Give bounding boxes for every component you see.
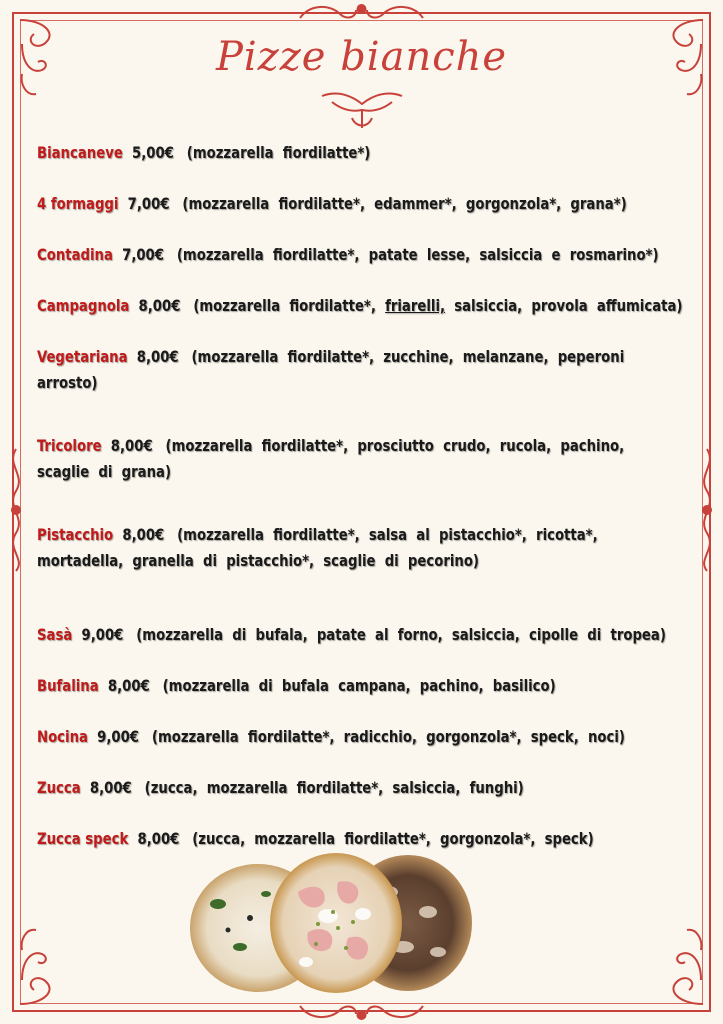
menu-item (37, 140, 685, 166)
menu-item (37, 433, 685, 485)
pizza-name: Vegetariana (37, 347, 128, 366)
page-title: Pizze bianche (215, 34, 508, 80)
menu-item (37, 775, 685, 801)
pizza-price: 8,00€ (138, 296, 181, 315)
corner-ornament-bottom-left-icon (14, 920, 74, 1010)
pizza-ingredients: (zucca, mozzarella fiordilatte*, gorgonzola*, speck) (192, 829, 594, 848)
pizza-name: Campagnola (37, 296, 130, 315)
pizza-price: 8,00€ (137, 829, 180, 848)
ingredients-part: (mozzarella fiordilatte*, (193, 296, 386, 315)
pizza-name: Contadina (37, 245, 113, 264)
pizza-ingredients: (mozzarella fiordilatte*, radicchio, gorgonzola*, speck, noci) (151, 727, 625, 746)
pizza-name: Tricolore (37, 436, 102, 455)
pizza-photo (188, 852, 478, 994)
pizza-ingredients: (mozzarella fiordilatte*, patate lesse, salsiccia e rosmarino*) (176, 245, 659, 264)
pizza-price: 9,00€ (97, 727, 140, 746)
pizza-ingredients: (mozzarella fiordilatte*, prosciutto crudo, rucola, pachino, scaglie di grana) (37, 436, 625, 481)
menu-item (37, 344, 685, 396)
pizza-price: 8,00€ (122, 525, 165, 544)
pizza-price: 7,00€ (127, 194, 170, 213)
menu-item (37, 522, 685, 574)
bottom-ornament-icon (290, 994, 433, 1024)
pizza-name: Sasà (37, 625, 73, 644)
pizza-ingredients: (mozzarella fiordilatte*) (186, 143, 371, 162)
pizza-price: 5,00€ (132, 143, 174, 162)
pizza-ingredients: (mozzarella di bufala campana, pachino, basilico) (162, 676, 556, 695)
menu-item (37, 622, 685, 648)
menu-item (37, 191, 685, 217)
pizza-price: 8,00€ (110, 436, 153, 455)
side-ornament-left-icon (2, 445, 28, 575)
menu-item (37, 242, 685, 268)
pizza-name: Biancaneve (37, 143, 123, 162)
ingredient-underlined: friarelli, (385, 296, 446, 315)
side-ornament-right-icon (695, 445, 721, 575)
pizza-price: 9,00€ (81, 625, 124, 644)
pizza-name: Nocina (37, 727, 88, 746)
pizza-ingredients: (mozzarella di bufala, patate al forno, salsiccia, cipolle di tropea) (136, 625, 666, 644)
pizza-name: Pistacchio (37, 525, 114, 544)
pizza-name: Zucca (37, 778, 81, 797)
menu-item (37, 293, 685, 319)
corner-ornament-bottom-right-icon (649, 920, 709, 1010)
menu-item (37, 673, 685, 699)
pizza-name: Zucca speck (37, 829, 129, 848)
pizza-price: 8,00€ (136, 347, 179, 366)
menu-item (37, 826, 685, 852)
ingredients-part: salsiccia, provola affumicata) (445, 296, 683, 315)
pizza-ingredients (193, 296, 682, 315)
pizza-ingredients: (mozzarella fiordilatte*, salsa al pistacchio*, ricotta*, mortadella, granella di pistacchio*, scaglie di pecorino) (37, 525, 598, 570)
menu-item (37, 724, 685, 750)
pizza-name: Bufalina (37, 676, 99, 695)
pizza-price: 8,00€ (107, 676, 150, 695)
pizza-ingredients: (mozzarella fiordilatte*, zucchine, melanzane, peperoni arrosto) (37, 347, 625, 392)
pizza-ingredients: (zucca, mozzarella fiordilatte*, salsiccia, funghi) (144, 778, 524, 797)
pizza-price: 7,00€ (122, 245, 164, 264)
pizza-name: 4 formaggi (37, 194, 119, 213)
pizza-ingredients: (mozzarella fiordilatte*, edammer*, gorgonzola*, grana*) (182, 194, 627, 213)
pizza-price: 8,00€ (89, 778, 132, 797)
title-flourish-icon (318, 88, 406, 134)
top-ornament-icon (290, 0, 433, 30)
